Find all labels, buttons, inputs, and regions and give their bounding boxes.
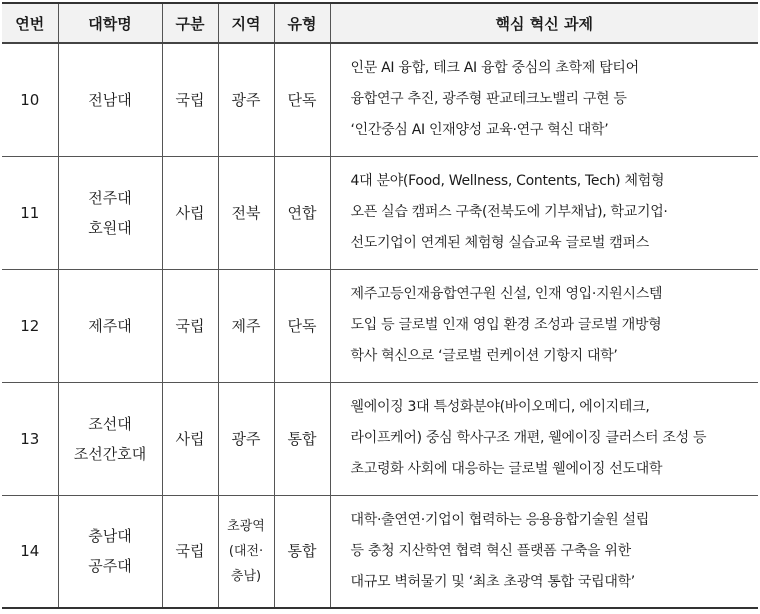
region-name: (대전· [228,543,264,559]
cell-type: 국립 [162,269,218,382]
university-name: 전남대 [88,90,132,109]
cell-kind: 통합 [274,382,330,495]
task-line: 초고령화 사회에 대응하는 글로벌 웰에이징 선도대학 [350,461,663,477]
task-line: 등 충청 지산학연 협력 혁신 플랫폼 구축을 위한 [350,542,631,559]
region-name: 초광역 [227,518,265,534]
cell-task [330,156,758,269]
cell-kind: 단독 [274,43,330,156]
header-task: 핵심 혁신 과제 [330,3,758,43]
region-name: 전북 [231,203,261,222]
region-name: 광주 [231,90,261,109]
cell-no: 14 [2,495,58,608]
task-line: 4대 분야(Food, Wellness, Contents, Tech) 체험형 [350,173,665,189]
cell-type: 국립 [162,495,218,608]
cell-task [330,43,758,156]
task-line: 학사 혁신으로 ‘글로벌 런케이션 기항지 대학’ [350,348,618,364]
region-name: 광주 [231,429,261,448]
cell-region [218,382,274,495]
task-line: 라이프케어) 중심 학사구조 개편, 웰에이징 클러스터 조성 등 [350,430,707,446]
university-name: 호원대 [88,218,132,237]
task-line: 인문 AI 융합, 테크 AI 융합 중심의 초학제 탑티어 [350,60,639,77]
cell-university [58,382,162,495]
cell-type: 국립 [162,43,218,156]
cell-task [330,269,758,382]
table-header-row [2,3,758,43]
task-line: 대규모 벽허물기 및 ‘최초 초광역 통합 국립대학’ [350,573,635,590]
cell-no: 13 [2,382,58,495]
task-line: 융합연구 추진, 광주형 판교테크노밸리 구현 등 [350,91,627,108]
university-name: 충남대 [88,527,132,546]
university-name: 조선간호대 [73,444,147,463]
cell-university [58,495,162,608]
cell-no: 10 [2,43,58,156]
header-type: 구분 [162,3,218,43]
cell-university [58,156,162,269]
cell-kind: 연합 [274,156,330,269]
cell-region [218,495,274,608]
table-row [2,382,758,495]
university-name: 조선대 [88,414,132,433]
header-no: 연번 [2,3,58,43]
cell-no: 12 [2,269,58,382]
cell-no: 11 [2,156,58,269]
innovation-task-table [2,2,758,609]
cell-type: 사립 [162,156,218,269]
cell-university [58,269,162,382]
task-line: 오픈 실습 캠퍼스 구축(전북도에 기부채납), 학교기업· [350,204,668,220]
region-name: 충남) [230,568,262,584]
university-name: 전주대 [88,188,132,207]
table-row [2,156,758,269]
cell-task [330,495,758,608]
university-name: 제주대 [88,316,132,335]
cell-region [218,269,274,382]
cell-task [330,382,758,495]
cell-type: 사립 [162,382,218,495]
cell-university [58,43,162,156]
cell-kind: 통합 [274,495,330,608]
header-kind: 유형 [274,3,330,43]
cell-kind: 단독 [274,269,330,382]
task-line: 선도기업이 연계된 체험형 실습교육 글로벌 캠퍼스 [350,235,649,251]
cell-region [218,156,274,269]
region-name: 제주 [231,316,261,335]
table-row [2,269,758,382]
task-line: 제주고등인재융합연구원 신설, 인재 영입·지원시스템 [350,286,663,302]
task-line: ‘인간중심 AI 인재양성 교육·연구 혁신 대학’ [350,122,609,139]
task-line: 웰에이징 3대 특성화분야(바이오메디, 에이지테크, [350,399,650,415]
university-name: 공주대 [88,557,132,576]
task-line: 대학·출연연·기업이 협력하는 응용융합기술원 설립 [350,511,649,528]
header-region: 지역 [218,3,274,43]
header-university: 대학명 [58,3,162,43]
table-row [2,43,758,156]
table-row [2,495,758,608]
task-line: 도입 등 글로벌 인재 영입 환경 조성과 글로벌 개방형 [350,317,662,333]
cell-region [218,43,274,156]
